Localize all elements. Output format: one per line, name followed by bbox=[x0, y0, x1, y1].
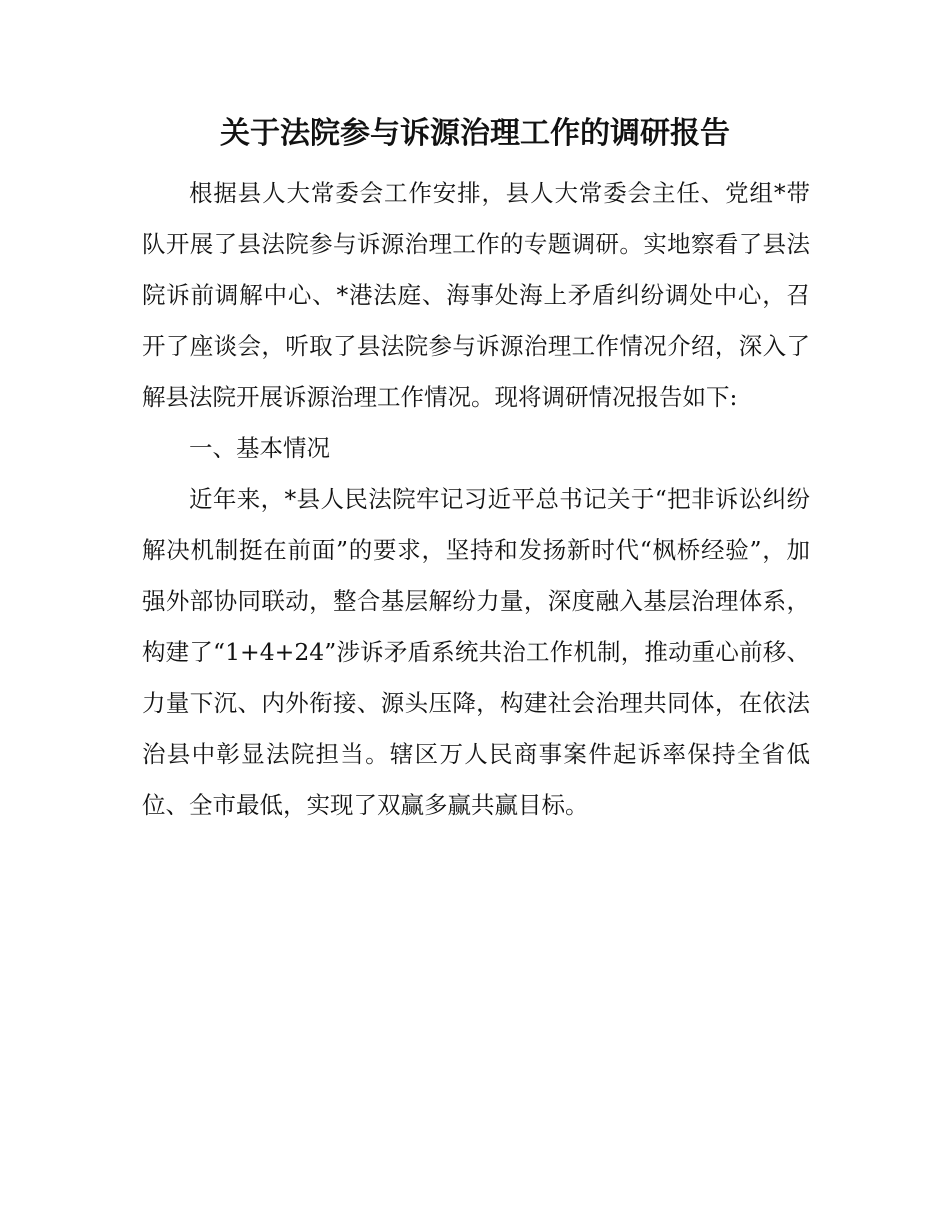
section-heading-basic-situation: 一、基本情况 bbox=[189, 434, 330, 462]
document-title: 关于法院参与诉源治理工作的调研报告 bbox=[220, 116, 730, 151]
document-body bbox=[142, 168, 810, 831]
basic-situation-paragraph: 近年来，*县人民法院牢记习近平总书记关于“把非诉讼纠纷解决机制挺在前面”的要求，坚持和发扬新时代“枫桥经验”，加强外部协同联动，整合基层解纷力量，深度融入基层治理体系，构建了“1+4+24”涉诉矛盾系统共治工作机制，推动重心前移、力量下沉、内外衔接、源头压降，构建社会治理共同体，在依法治县中彰显法院担当。辖区万人民商事案件起诉率保持全省低位、全市最低，实现了双赢多赢共赢目标。 bbox=[142, 485, 810, 819]
intro-paragraph: 根据县人大常委会工作安排，县人大常委会主任、党组*带队开展了县法院参与诉源治理工作的专题调研。实地察看了县法院诉前调解中心、*港法庭、海事处海上矛盾纠纷调处中心，召开了座谈会，听取了县法院参与诉源治理工作情况介绍，深入了解县法院开展诉源治理工作情况。现将调研情况报告如下: bbox=[142, 179, 810, 411]
